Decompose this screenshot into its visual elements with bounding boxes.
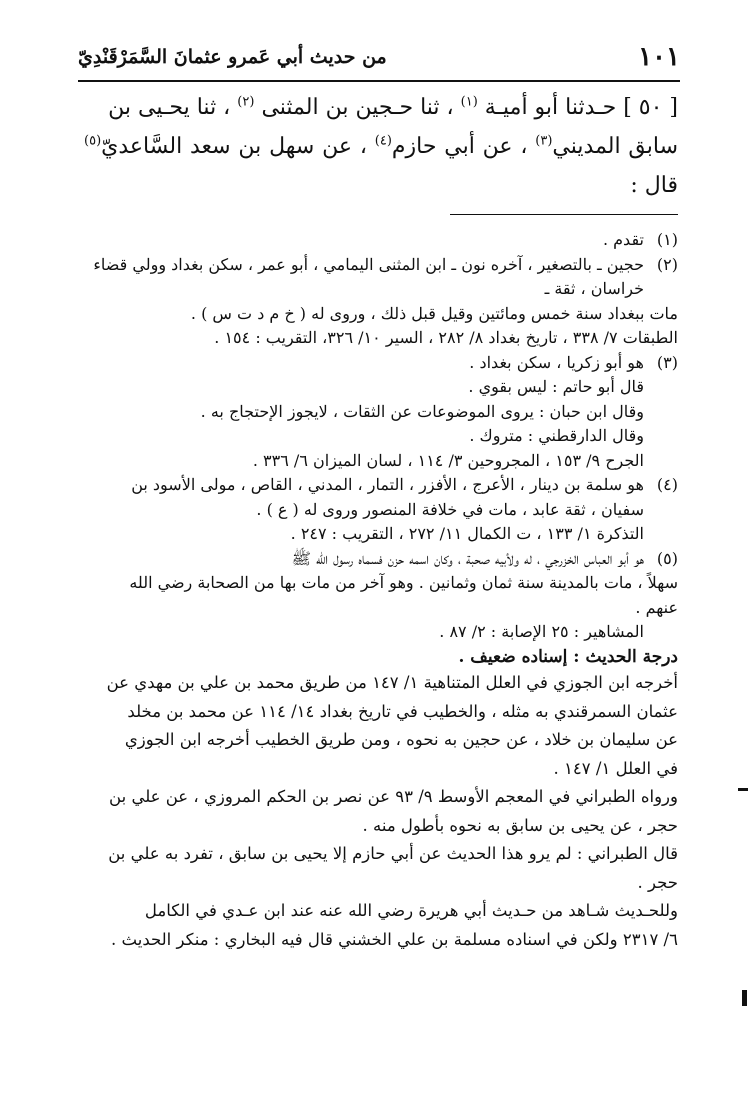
grade-line: قال الطبراني : لم يرو هذا الحديث عن أبي حازم إلا يحيى بن سابق ، تفرد به علي بن (108, 844, 678, 863)
footnote-3: (٣) هو أبو زكريا ، سكن بغداد . قال أبو حاتم : ليس بقوي . وقال ابن حبان : يروى الموضوعات عن الثقات ، لايجوز الإحتجاج به . وقال الدارقطني : متروك . الجرح ٩/ ١٥٣ ، المجروحين ٣/ ١١٤ ، لسان الميزان ٦/ ٣٣٦ . (84, 351, 678, 474)
footnote-ref-2: (٢) (237, 94, 255, 110)
footnote-line: المشاهير : ٢٥ الإصابة : ٢/ ٨٧ . (439, 622, 644, 641)
footnote-line: مات ببغداد سنة خمس ومائتين وقيل قبل ذلك ، وروى له ( خ م د ت س ) . (190, 303, 678, 323)
hadith-text (84, 88, 678, 205)
scan-edge-mark (738, 788, 748, 791)
footnote-2: (٢) حجين ـ بالتصغير ، آخره نون ـ ابن المثنى اليمامي ، أبو عمر ، سكن بغداد وولي قضاء خراسان ، ثقة ـ (84, 253, 678, 302)
footnote-number: (٥) (656, 548, 678, 568)
grade-line: أخرجه ابن الجوزي في العلل المتناهية ١/ ١٤٧ من طريق محمد بن علي بن مهدي عن (106, 673, 678, 692)
footnote-number: (٣) (656, 352, 678, 372)
hadith-grade-text (84, 669, 678, 954)
footnotes (84, 228, 678, 954)
footnote-number: (٤) (656, 475, 678, 494)
hadith-grade-heading: درجة الحديث : إسناده ضعيف . (458, 646, 678, 667)
footnote-divider (450, 214, 678, 215)
grade-line: وللحـديث شـاهد من حـديث أبي هريرة رضي الله عنه عند ابن عـدي في الكامل (144, 901, 678, 920)
footnote-ref-4: (٤) (374, 133, 392, 149)
footnote-ref-5: (٥) (84, 133, 102, 149)
grade-line: ٦/ ٢٣١٧ ولكن في اسناده مسلمة بن علي الخشني قال فيه البخاري : منكر الحديث . (111, 929, 678, 949)
footnote-1: (١) تقدم . (84, 228, 678, 253)
footnote-line: عنهم . (635, 597, 678, 617)
footnote-4: (٤) هو سلمة بن دينار ، الأعرج ، الأفزر ، التمار ، المدني ، القاص ، مولى الأسود بن سفيان ، ثقة عابد ، مات في خلافة المنصور وروى له ( ع ) . التذكرة ١/ ١٣٣ ، ت الكمال ١١/ ٢٧٢ ، التقريب : ٢٤٧ . (84, 473, 678, 547)
footnote-number: (٢) (656, 254, 678, 274)
grade-line: ورواه الطبراني في المعجم الأوسط ٩/ ٩٣ عن نصر بن الحكم المروزي ، عن علي بن (109, 787, 678, 806)
grade-line: حجر ، عن يحيى بن سابق به نحوه بأطول منه . (362, 815, 678, 835)
hadith-line-2: سابق المديني$^{(٣)}$ ، عن أبي حازم$^{(٤)}$ ، عن سهل بن سعد السَّاعديّ$^{(٥)}$ قال : (84, 133, 679, 198)
footnote-ref-1: (١) (460, 94, 478, 110)
footnote-number: (١) (656, 230, 678, 249)
footnote-ref-3: (٣) (535, 133, 553, 149)
grade-line: حجر . (637, 872, 678, 892)
scan-edge-mark (742, 990, 747, 1006)
footnote-line: سهلاً ، مات بالمدينة سنة ثمان وثمانين . وهو آخر من مات بها من الصحابة رضي الله (129, 573, 678, 592)
grade-line: عن سليمان بن خلاد ، عن حجين به نحوه ، ومن طريق الخطيب أخرجه ابن الجوزي (124, 730, 678, 749)
running-head (78, 40, 680, 82)
running-title: من حديث أبي عَمرو عثمانَ السَّمَرْقَنْدِيّ (78, 46, 387, 68)
hadith-line-1: [ ٥٠ ] حـدثنا أبو أميـة $^{(١)}$ ، ثنا حـجين بن المثنى $^{(٢)}$ ، ثنا يحـيى بن (108, 94, 678, 120)
footnote-5: (٥) هو أبو العباس الخزرجي ، له ولأبيه صحبة ، وكان اسمه حزن فسماه رسول الله ﷺ (84, 547, 678, 572)
grade-line: في العلل ١/ ١٤٧ . (553, 758, 678, 778)
footnote-line: الطبقات ٧/ ٣٣٨ ، تاريخ بغداد ٨/ ٢٨٢ ، السير ١٠/ ٣٢٦، التقريب : ١٥٤ . (214, 328, 678, 347)
grade-line: عثمان السمرقندي به مثله ، والخطيب في تاريخ بغداد ١٤/ ١١٤ عن محمد بن مخلد (127, 701, 678, 721)
page-number: ١٠١ (638, 42, 680, 72)
